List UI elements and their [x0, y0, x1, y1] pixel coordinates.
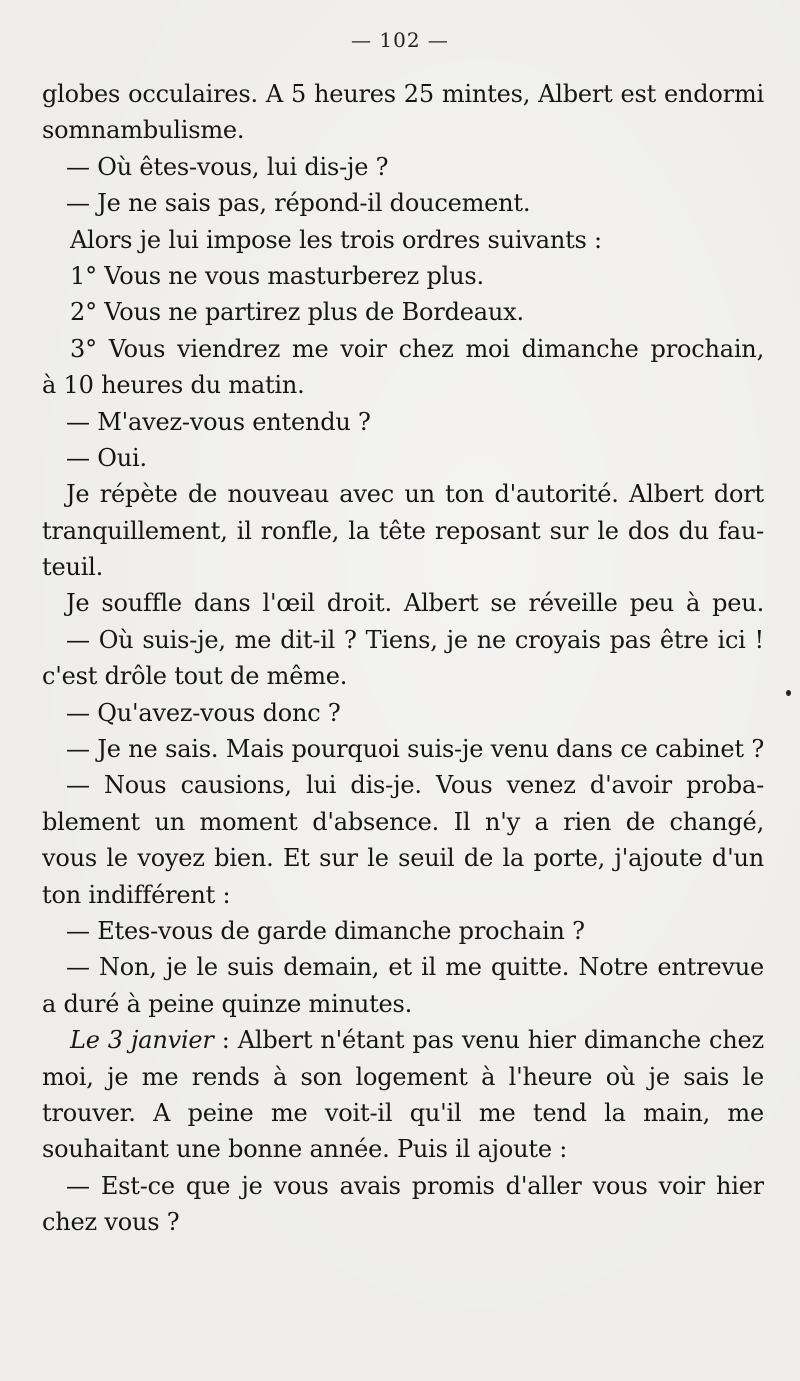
- text-line: souhaitant une bonne année. Puis il ajoute :: [42, 1135, 568, 1164]
- line-text: Albert n'étant pas venu hier dimanche chez: [237, 1026, 764, 1055]
- text-line: — Qu'avez-vous donc ?: [66, 698, 341, 727]
- text-line: trouver. A peine me voit-il qu'il me tend la main, me: [42, 1098, 764, 1127]
- text-line: Je souffle dans l'œil droit. Albert se réveille peu à peu.: [66, 589, 764, 618]
- text-line: tranquillement, il ronfle, la tête reposant sur le dos du fau-: [42, 516, 764, 545]
- text-line: 1° Vous ne vous masturberez plus.: [70, 261, 484, 290]
- date-separator: :: [213, 1026, 238, 1055]
- text-line: 2° Vous ne partirez plus de Bordeaux.: [70, 298, 524, 327]
- text-line: teuil.: [42, 553, 104, 582]
- text-line: Je répète de nouveau avec un ton d'autorité. Albert dort: [66, 480, 764, 509]
- date-heading: Le 3 janvier: [70, 1026, 214, 1055]
- ink-speck: [786, 690, 791, 696]
- text-line: — Nous causions, lui dis-je. Vous venez d'avoir proba-: [66, 771, 764, 800]
- text-line: — Je ne sais pas, répond-il doucement.: [66, 189, 531, 218]
- text-line: blement un moment d'absence. Il n'y a rien de changé,: [42, 807, 764, 836]
- text-line: — Est-ce que je vous avais promis d'aller vous voir hier: [66, 1171, 764, 1200]
- text-line: 3° Vous viendrez me voir chez moi dimanche prochain,: [70, 334, 764, 363]
- text-line: a duré à peine quinze minutes.: [42, 989, 413, 1018]
- text-line: vous le voyez bien. Et sur le seuil de la porte, j'ajoute d'un: [42, 844, 764, 873]
- text-line: — Etes-vous de garde dimanche prochain ?: [66, 916, 585, 945]
- page-number: — 102 —: [351, 28, 449, 52]
- text-line: moi, je me rends à son logement à l'heure où je sais le: [42, 1062, 764, 1091]
- text-line: Alors je lui impose les trois ordres suivants :: [70, 225, 602, 254]
- text-line: somnambulisme.: [42, 116, 245, 145]
- text-line: — Où suis-je, me dit-il ? Tiens, je ne croyais pas être ici !: [66, 625, 764, 654]
- body-text: [42, 76, 764, 1241]
- text-line: — Où êtes-vous, lui dis-je ?: [66, 152, 389, 181]
- text-line: — Non, je le suis demain, et il me quitte. Notre entrevue: [66, 953, 764, 982]
- text-line: — M'avez-vous entendu ?: [66, 407, 371, 436]
- text-line: ton indifférent :: [42, 880, 231, 909]
- text-line: — Oui.: [66, 443, 147, 472]
- text-line: chez vous ?: [42, 1208, 180, 1237]
- text-line: — Je ne sais. Mais pourquoi suis-je venu dans ce cabinet ?: [66, 735, 764, 764]
- text-line: [42, 1022, 764, 1058]
- text-line: globes occulaires. A 5 heures 25 mintes, Albert est endormi: [42, 80, 764, 108]
- text-line: à 10 heures du matin.: [42, 371, 305, 400]
- text-line: c'est drôle tout de même.: [42, 662, 348, 691]
